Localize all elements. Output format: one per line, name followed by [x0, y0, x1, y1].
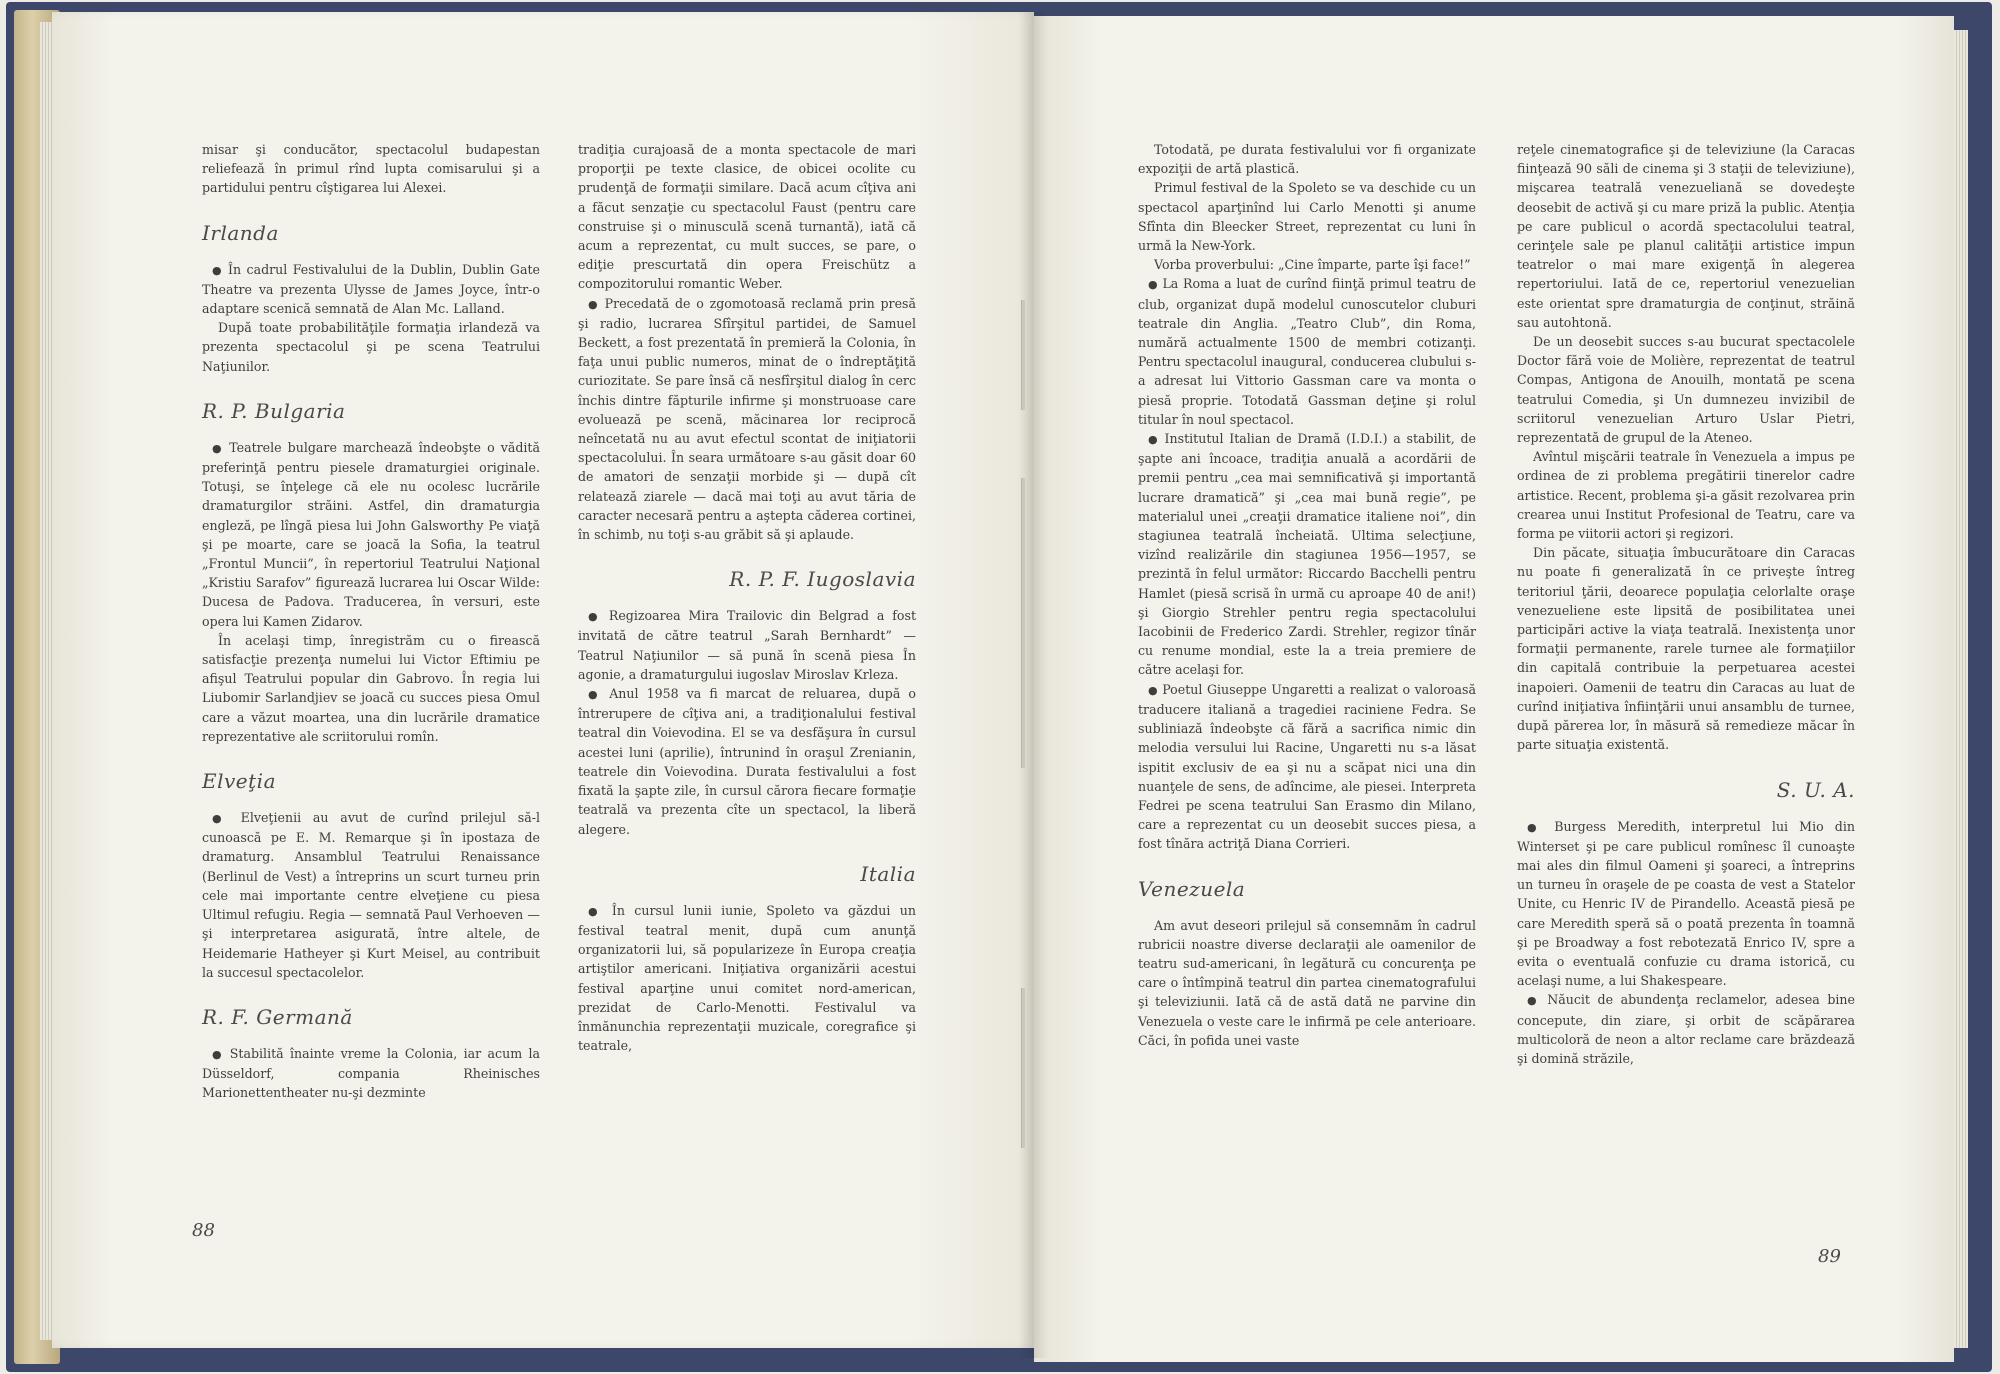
paragraph: Vorba proverbului: „Cine împarte, parte îşi face!”: [1154, 257, 1471, 273]
binding-stitch: [1021, 478, 1025, 768]
section-heading: R. P. Bulgaria: [202, 398, 346, 423]
news-item-paragraph: ● Anul 1958 va fi marcat de reluarea, după o întrerupere de cîţiva ani, a tradiţionalului festival teatral din Voievodina. El se va desfăşura în cursul acestei luni (aprilie), întrunind în oraşul Zrenianin, teatrele din Voievodina. Durata festivalului a fost fixată la şapte zile, în cursul cărora fiecare formaţie teatrală va prezenta cîte un spectacol, la liberă alegere.: [578, 684, 916, 839]
news-item-paragraph: ● Burgess Meredith, interpretul lui Mio din Winterset şi pe care publicul romînesc îl cunoaşte mai ales din filmul Oameni şi şoareci, a întreprins un turneu în oraşele de pe coasta de vest a Statelor Unite, cu Henric IV de Pirandello. Această piesă pe care Meredith speră să o poată prezenta în toamnă şi pe Broadway a fost rebotezată Enrico IV, spre a evita o eventuală confuzie cu drama istorică, cu acelaşi nume, a lui Shakespeare.: [1517, 817, 1855, 991]
news-item-paragraph: ● Teatrele bulgare marchează îndeobşte o vădită preferinţă pentru piesele dramaturgiei originale. Totuşi, se înţelege că ele nu ocolesc lucrările dramaturgilor străini. Astfel, din dramaturgia engleză, pe lîngă piesa lui John Galsworthy Pe viaţă şi pe moarte, care se joacă la Sofia, la teatrul „Frontul Muncii”, în repertoriul Teatrului Naţional „Kristiu Sarafov” figurează lucrarea lui Oscar Wilde: Ducesa de Padova. Traducerea, în versuri, este opera lui Kamen Zidarov.: [202, 438, 540, 631]
news-item-paragraph: ● Regizoarea Mira Trailovic din Belgrad a fost invitată de către teatrul „Sarah Bernhardt” — Teatrul Naţiunilor — să pună în scenă piesa În agonie, a dramaturgului iugoslav Miroslav Krleza.: [578, 606, 916, 684]
left-page-column-1: [202, 140, 540, 1103]
right-page-column-1: [1138, 140, 1476, 1050]
page-number-right: 89: [1818, 1246, 1841, 1267]
section-heading: Italia: [860, 861, 916, 886]
news-item-paragraph: ● Precedată de o zgomotoasă reclamă prin presă şi radio, lucrarea Sfîrşitul partidei, de Samuel Beckett, a fost prezentată în premieră la Colonia, în faţa unui public numeros, minat de o îndreptăţită curiozitate. Se pare însă că nesfîrşitul dialog în cerc închis dintre făpturile infirme şi monstruoase care evoluează pe scenă, măcinarea lor reciprocă neîncetată nu au avut efectul scontat de iniţiatorii spectacolului. În seara următoare s-au găsit doar 60 de amatori de senzaţii morbide şi — după cît relatează ziarele — dacă mai toţi au avut tăria de caracter necesară pentru a aştepta căderea cortinei, în schimb, nu toţi s-au grăbit să şi aplaude.: [578, 294, 916, 545]
paragraph: Avîntul mişcării teatrale în Venezuela a impus pe ordinea de zi problema pregătirii tinerelor cadre artistice. Recent, problema şi-a găsit rezolvarea prin crearea unui Institut Profesional de Teatru, care va forma pe viitorii actori şi regizori.: [1517, 449, 1855, 542]
binding-stitch: [1021, 988, 1025, 1148]
section-heading: Elveţia: [202, 769, 276, 794]
left-page-column-2: [578, 140, 916, 1055]
section-heading: R. F. Germană: [202, 1004, 353, 1029]
paragraph: Din păcate, situaţia îmbucurătoare din Caracas nu poate fi generalizată în ce priveşte întreg teritoriul ţării, deoarece populaţia celorlalte oraşe venezueliene este lipsită de posibilitatea unei participări active la viaţa teatrală. Inexistenţa unor formaţii permanente, rarele turnee ale formaţiilor din capitală contribuie la perpetuarea acestei inapoieri. Oamenii de teatru din Caracas au luat de curînd iniţiativa înfiinţării unui ansamblu de turnee, după părerea lor, în măsură să remedieze măcar în parte situaţia existentă.: [1517, 545, 1855, 753]
section-heading: S. U. A.: [1776, 777, 1855, 802]
paragraph: În acelaşi timp, înregistrăm cu o firească satisfacţie prezenţa numelui lui Victor Eftimiu pe afişul Teatrului popular din Gabrovo. În regia lui Liubomir Sarlandjiev se joacă cu succes piesa Omul care a văzut moartea, una din lucrările dramatice reprezentative ale scriitorului romîn.: [202, 632, 540, 744]
news-item-paragraph: ● Institutul Italian de Dramă (I.D.I.) a stabilit, de şapte ani încoace, tradiţia anuală a acordării de premii pentru „cea mai semnificativă şi importantă lucrare dramatică” şi „cea mai bună regie”, pe materialul unei „creaţii dramatice italiene noi”, din stagiunea teatrală încheiată. Ultima selecţiune, vizînd realizările din stagiunea 1956—1957, se prezintă în felul următor: Riccardo Bacchelli pentru Hamlet (piesă scrisă în urmă cu aproape 40 de ani!) şi Giorgio Strehler pentru regia spectacolului Iacobinii de Frederico Zardi. Strehler, regizor tînăr cu renume mondial, este la a treia premiere de către acelaşi for.: [1138, 429, 1476, 680]
paragraph: Primul festival de la Spoleto se va deschide cu un spectacol aparţinînd lui Carlo Menotti şi anume Sfînta din Bleecker Street, reprezentat cu luni în urmă la New-York.: [1138, 180, 1476, 254]
news-item-paragraph: ● Năucit de abundenţa reclamelor, adesea bine concepute, din ziare, şi orbit de scăpărarea multicoloră de neon a altor reclame care brăzdează şi domină străzile,: [1517, 990, 1855, 1068]
paragraph: De un deosebit succes s-au bucurat spectacolele Doctor fără voie de Molière, reprezentat de teatrul Compas, Antigona de Anouilh, montată pe scena teatrului Comedia, şi Un dumnezeu invizibil de scriitorul venezuelian Arturo Uslar Pietri, reprezentată de grupul de la Ateneo.: [1517, 334, 1855, 446]
news-item-paragraph: ● În cursul lunii iunie, Spoleto va găzdui un festival teatral menit, după cum anunţă organizatorii lui, să popularizeze în Europa creaţia artiştilor americani. Iniţiativa organizării acestui festival aparţine unui comitet nord-american, prezidat de Carlo-Menotti. Festivalul va înmănunchia reprezentaţii muzicale, coregrafice şi teatrale,: [578, 901, 916, 1056]
paragraph: reţele cinematografice şi de televiziune (la Caracas fiinţează 90 săli de cinema şi 3 staţii de televiziune), mişcarea teatrală venezueliană se dovedeşte deosebit de activă şi cu mare priză la public. Atenţia pe care publicul o acordă spectacolului teatral, cerinţele sale pe planul calităţii artistice impun teatrelor o mai mare exigenţă în alegerea repertoriului. Iată de ce, repertoriul venezuelian este orientat spre dramaturgia de conţinut, străină sau autohtonă.: [1517, 142, 1855, 330]
paragraph: După toate probabilităţile formaţia irlandeză va prezenta spectacolul şi pe scena Teatrului Naţiunilor.: [202, 320, 540, 374]
paragraph: Am avut deseori prilejul să consemnăm în cadrul rubricii noastre diverse declaraţii ale oamenilor de teatru sud-americani, în legătură cu concurenţa pe care o întîmpină teatrul din partea cinematografului şi televiziunii. Iată că de astă dată ne parvine din Venezuela o veste care le infirmă pe cele anterioare. Căci, în pofida unei vaste: [1138, 917, 1476, 1048]
section-heading: Venezuela: [1138, 876, 1246, 901]
paragraph: misar şi conducător, spectacolul budapestan reliefează în primul rînd lupta comisarului şi a partidului pentru cîştigarea lui Alexei.: [202, 142, 540, 196]
paragraph: Totodată, pe durata festivalului vor fi organizate expoziţii de artă plastică.: [1138, 142, 1476, 177]
section-heading: Irlanda: [202, 220, 279, 245]
section-heading: R. P. F. Iugoslavia: [729, 567, 916, 592]
news-item-paragraph: ● Poetul Giuseppe Ungaretti a realizat o valoroasă traducere italiană a tragediei raciniene Fedra. Se subliniază îndeobşte că fără a sacrifica nimic din melodia versului lui Racine, Ungaretti nu s-a lăsat ispitit exclusiv de ea şi nu a scăpat nici una din nuanţele de sens, de adîncime, ale piesei. Interpreta Fedrei pe scena teatrului San Erasmo din Milano, care a reprezentat cu un deosebit succes piesa, a fost tînăra actriţă Diana Corrieri.: [1138, 680, 1476, 854]
news-item-paragraph: ● În cadrul Festivalului de la Dublin, Dublin Gate Theatre va prezenta Ulysse de James Joyce, într-o adaptare scenică semnată de Alan Mc. Lalland.: [202, 260, 540, 319]
paragraph: tradiţia curajoasă de a monta spectacole de mari proporţii pe texte clasice, de obicei ocolite cu prudenţă de formaţii similare. Dacă acum cîţiva ani a făcut senzaţie cu spectacolul Faust (pentru care construise şi o minusculă scenă turnantă), iată că acum a reprezentat, cu mult succes, se pare, o ediţie prescurtată din opera Freischütz a compozitorului romantic Weber.: [578, 142, 916, 292]
news-item-paragraph: ● Elveţienii au avut de curînd prilejul să-l cunoască pe E. M. Remarque şi în ipostaza de dramaturg. Ansamblul Teatrului Renaissance (Berlinul de Vest) a întreprins un scurt turneu prin cele mai importante centre elveţiene cu piesa Ultimul refugiu. Regia — semnată Paul Verhoeven — şi interpretarea asigurată, între altele, de Heidemarie Hatheyer şi Kurt Meisel, au contribuit la succesul spectacolelor.: [202, 808, 540, 982]
binding-stitch: [1021, 300, 1025, 410]
page-edges-right: [1954, 30, 1968, 1348]
right-page-column-2: [1517, 140, 1855, 1068]
news-item-paragraph: ● Stabilită înainte vreme la Colonia, iar acum la Düsseldorf, compania Rheinisches Marionettentheater nu-şi dezminte: [202, 1044, 540, 1103]
news-item-paragraph: ● La Roma a luat de curînd fiinţă primul teatru de club, organizat după modelul cunoscutelor cluburi teatrale din Anglia. „Teatro Club”, din Roma, numără actualmente 1500 de membri cotizanţi. Pentru spectacolul inaugural, conducerea clubului s-a adresat lui Vittorio Gassman care va monta o piesă proprie. Totodată Gassman deţine şi rolul titular în noul spectacol.: [1138, 274, 1476, 429]
page-number-left: 88: [192, 1220, 215, 1241]
